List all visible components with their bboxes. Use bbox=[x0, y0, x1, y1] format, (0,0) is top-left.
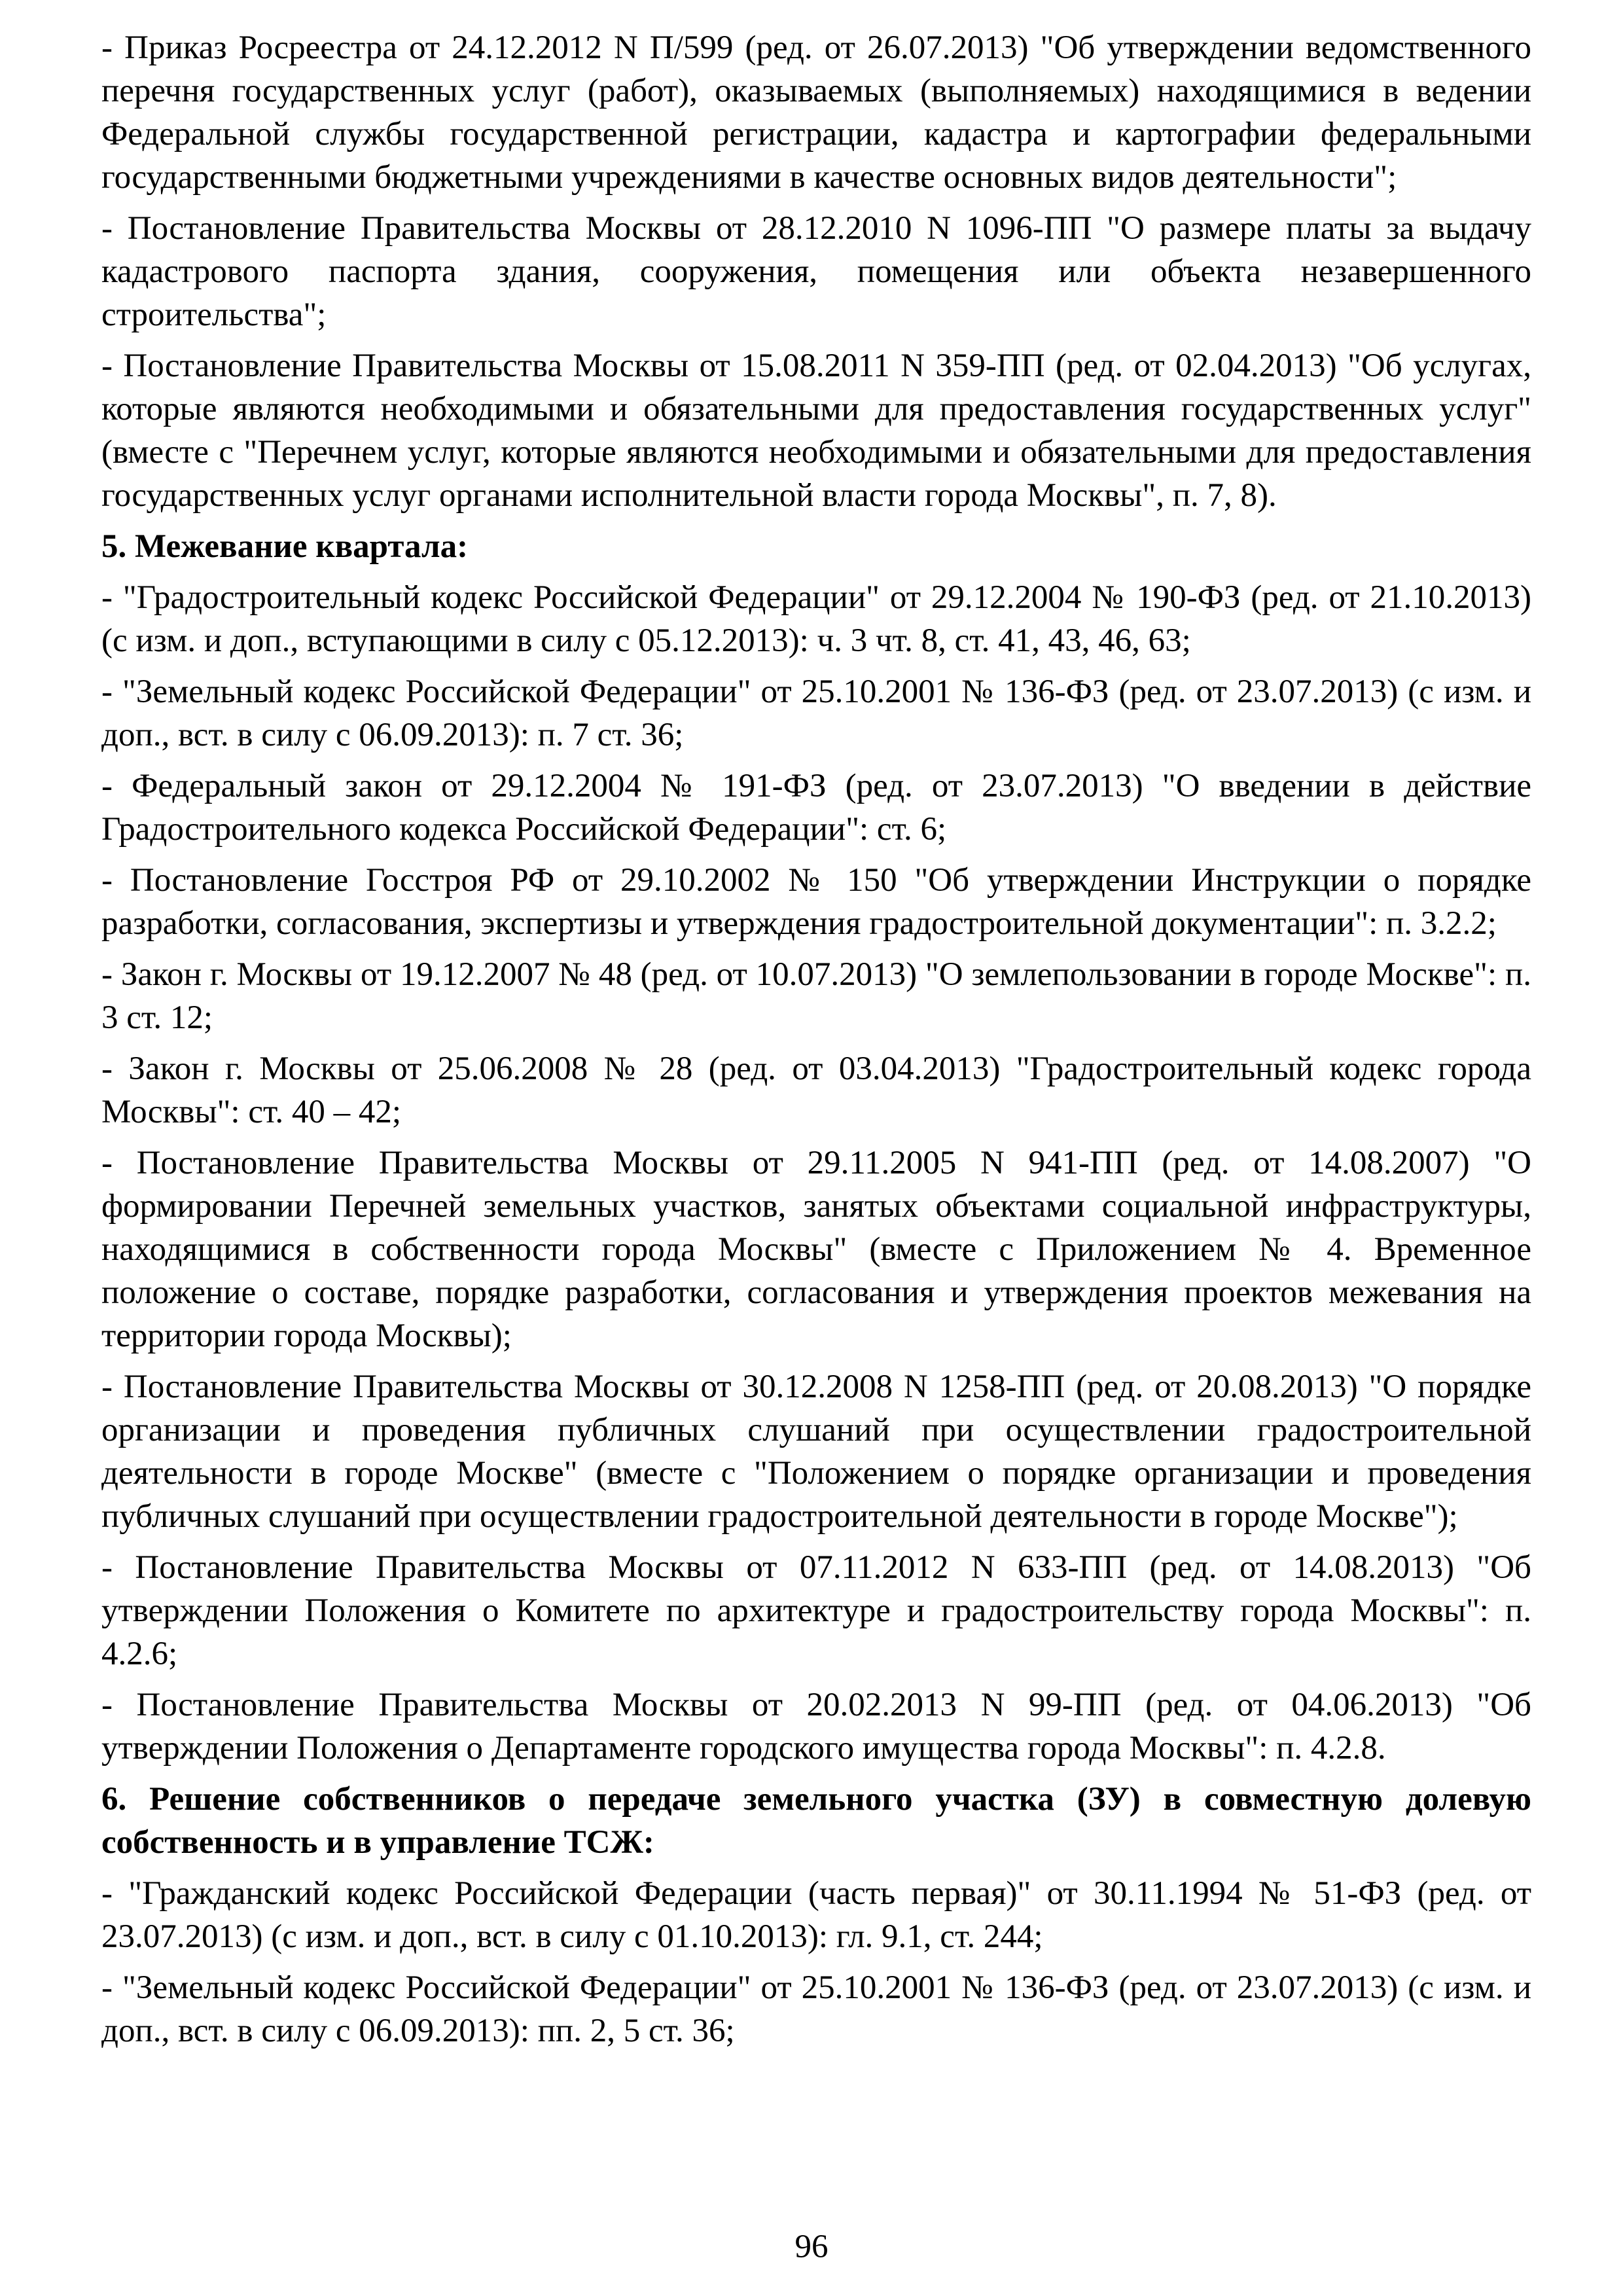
paragraph-resolution-99: - Постановление Правительства Москвы от 20.02.2013 N 99-ПП (ред. от 04.06.2013) "Об утверждении Положения о Департаменте городского имущества города Москвы": п. 4.2.8. bbox=[101, 1687, 1531, 1767]
page-number: 96 bbox=[794, 2229, 829, 2265]
section-heading-6: 6. Решение собственников о передаче земельного участка (ЗУ) в совместную долевую собственность и в управление ТСЖ: bbox=[101, 1781, 1531, 1861]
paragraph-rosreestr-order: - Приказ Росреестра от 24.12.2012 N П/599 (ред. от 26.07.2013) "Об утверждении ведомственного перечня государственных услуг (работ), оказываемых (выполняемых) находящимися в ведении Федеральной службы государственной регистрации, кадастра и картографии федеральными государственными бюджетными учреждениями в качестве основных видов деятельности"; bbox=[101, 29, 1531, 196]
section-heading-5: 5. Межевание квартала: bbox=[101, 528, 469, 565]
paragraph-federal-law-191: - Федеральный закон от 29.12.2004 № 191-ФЗ (ред. от 23.07.2013) "О введении в действие Градостроительного кодекса Российской Федерации": ст. 6; bbox=[101, 768, 1531, 848]
document-page bbox=[101, 26, 1531, 2060]
paragraph-land-code: - "Земельный кодекс Российской Федерации" от 25.10.2001 № 136-ФЗ (ред. от 23.07.2013) (с изм. и доп., вст. в силу с 06.09.2013): п. 7 ст. 36; bbox=[101, 673, 1531, 753]
paragraph-resolution-941: - Постановление Правительства Москвы от 29.11.2005 N 941-ПП (ред. от 14.08.2007) "О формировании Перечней земельных участков, занятых объектами социальной инфраструктуры, находящимися в собственности города Москвы" (вместе с Приложением № 4. Временное положение о составе, порядке разработки, согласования и утверждения проектов межевания на территории города Москвы); bbox=[101, 1145, 1531, 1354]
paragraph-civil-code: - "Гражданский кодекс Российской Федерации (часть первая)" от 30.11.1994 № 51-ФЗ (ред. от 23.07.2013) (с изм. и доп., вст. в силу с 01.10.2013): гл. 9.1, ст. 244; bbox=[101, 1875, 1531, 1955]
paragraph-gosstroy-resolution: - Постановление Госстроя РФ от 29.10.2002 № 150 "Об утверждении Инструкции о порядке разработки, согласования, экспертизы и утверждения градостроительной документации": п. 3.2.2; bbox=[101, 862, 1531, 942]
paragraph-resolution-1258: - Постановление Правительства Москвы от 30.12.2008 N 1258-ПП (ред. от 20.08.2013) "О порядке организации и проведения публичных слушаний при осуществлении градостроительной деятельности в городе Москве" (вместе с "Положением о порядке организации и проведения публичных слушаний при осуществлении градостроительной деятельности в городе Москве"); bbox=[101, 1369, 1531, 1535]
paragraph-resolution-1096: - Постановление Правительства Москвы от 28.12.2010 N 1096-ПП "О размере платы за выдачу кадастрового паспорта здания, сооружения, помещения или объекта незавершенного строительства"; bbox=[101, 210, 1531, 333]
paragraph-resolution-359: - Постановление Правительства Москвы от 15.08.2011 N 359-ПП (ред. от 02.04.2013) "Об услугах, которые являются необходимыми и обязательными для предоставления государственных услуг" (вместе с "Перечнем услуг, которые являются необходимыми и обязательными для предоставления государственных услуг органами исполнительной власти города Москвы", п. 7, 8). bbox=[101, 348, 1531, 514]
paragraph-urban-planning-code: - "Градостроительный кодекс Российской Федерации" от 29.12.2004 № 190-ФЗ (ред. от 21.10.2013) (с изм. и доп., вступающими в силу с 05.12.2013): ч. 3 чт. 8, ст. 41, 43, 46, 63; bbox=[101, 579, 1531, 659]
paragraph-land-code-2: - "Земельный кодекс Российской Федерации" от 25.10.2001 № 136-ФЗ (ред. от 23.07.2013) (с изм. и доп., вст. в силу с 06.09.2013): пп. 2, 5 ст. 36; bbox=[101, 1969, 1531, 2049]
paragraph-moscow-law-28: - Закон г. Москвы от 25.06.2008 № 28 (ред. от 03.04.2013) "Градостроительный кодекс города Москвы": ст. 40 – 42; bbox=[101, 1050, 1531, 1130]
paragraph-moscow-law-48: - Закон г. Москвы от 19.12.2007 № 48 (ред. от 10.07.2013) "О землепользовании в городе Москве": п. 3 ст. 12; bbox=[101, 956, 1531, 1036]
paragraph-resolution-633: - Постановление Правительства Москвы от 07.11.2012 N 633-ПП (ред. от 14.08.2013) "Об утверждении Положения о Комитете по архитектуре и градостроительству города Москвы": п. 4.2.6; bbox=[101, 1549, 1531, 1672]
